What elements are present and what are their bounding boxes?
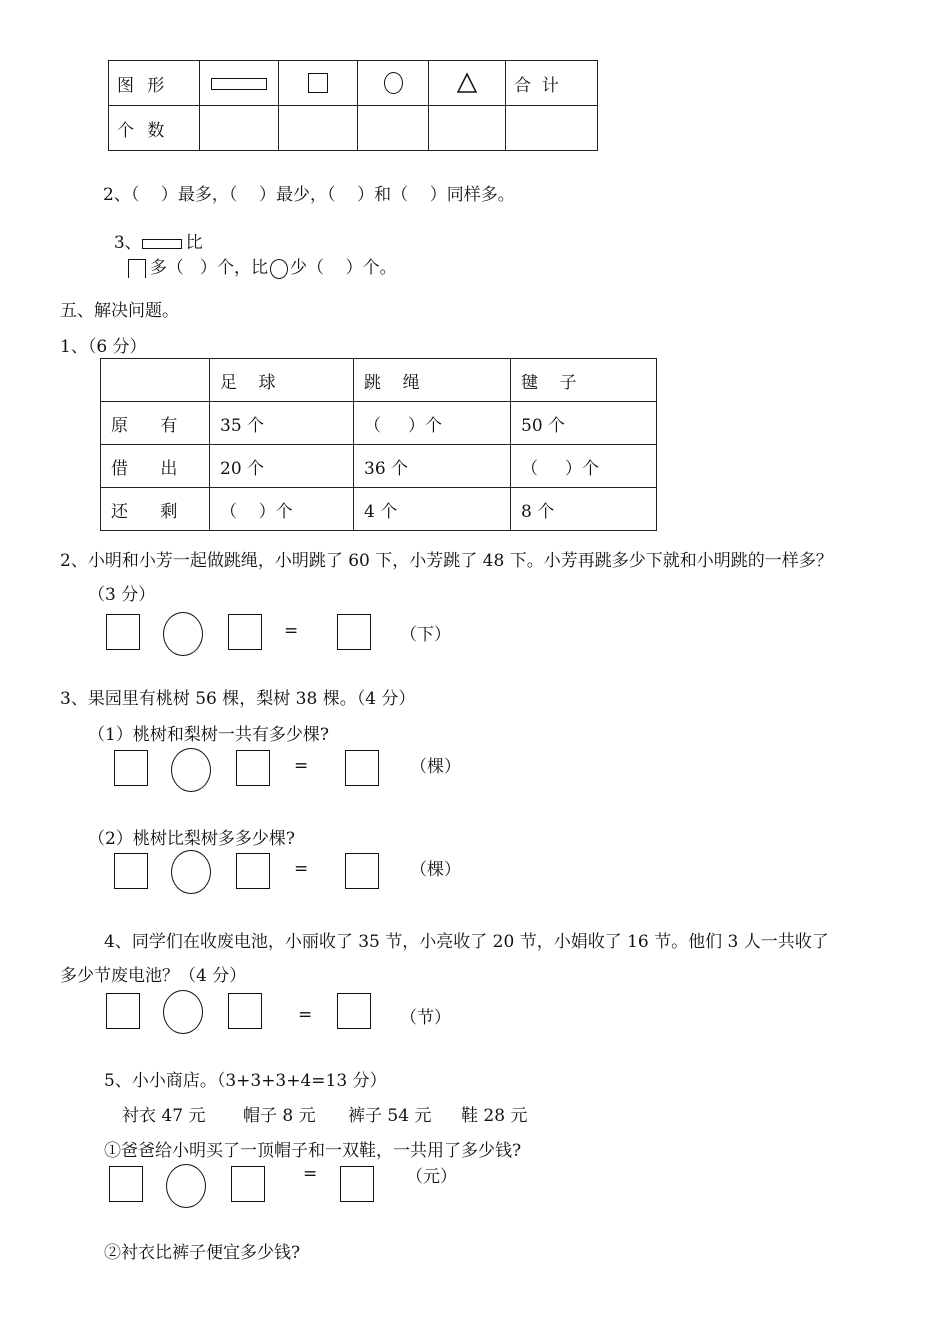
equals-sign: = xyxy=(284,621,299,641)
answer-box[interactable] xyxy=(114,853,148,889)
rectangle-icon xyxy=(142,239,182,249)
answer-box[interactable] xyxy=(106,614,140,650)
answer-box[interactable] xyxy=(236,750,270,786)
count-cell[interactable] xyxy=(506,106,598,151)
circle-icon-cell xyxy=(358,61,429,106)
row-label: 借 出 xyxy=(101,445,210,488)
count-row-label: 个 数 xyxy=(109,106,200,151)
equals-sign: = xyxy=(298,1005,313,1025)
rectangle-icon xyxy=(211,78,267,90)
circle-icon xyxy=(384,72,403,94)
table-row xyxy=(101,402,657,445)
table-cell[interactable]: （ ）个 xyxy=(210,488,354,531)
rectangle-icon-cell xyxy=(200,61,279,106)
total-label: 合 计 xyxy=(506,61,598,106)
table-cell: 8 个 xyxy=(511,488,657,531)
table-row xyxy=(101,445,657,488)
answer-box[interactable] xyxy=(231,1166,265,1202)
count-cell[interactable] xyxy=(279,106,358,151)
square-icon xyxy=(308,73,328,93)
table-row xyxy=(101,488,657,531)
answer-box[interactable] xyxy=(106,993,140,1029)
answer-box[interactable] xyxy=(228,993,262,1029)
equals-sign: = xyxy=(303,1164,318,1184)
problem-3-sub1: （1）桃树和梨树一共有多少棵? xyxy=(88,725,329,745)
problem-4-text: 4、同学们在收废电池，小丽收了 35 节，小亮收了 20 节，小娟收了 16 节。他们 3 人一共收了 xyxy=(104,932,829,952)
table-cell: 4 个 xyxy=(354,488,511,531)
answer-box[interactable] xyxy=(114,750,148,786)
shape-row-label: 图 形 xyxy=(109,61,200,106)
inventory-table xyxy=(100,358,657,531)
header-cell xyxy=(101,359,210,402)
problem-4-text-cont: 多少节废电池？（4 分） xyxy=(60,966,247,986)
triangle-icon xyxy=(456,72,478,94)
row-label: 原 有 xyxy=(101,402,210,445)
header-cell: 跳 绳 xyxy=(354,359,511,402)
section-title: 五、解决问题。 xyxy=(60,301,179,321)
circle-icon xyxy=(270,259,288,279)
header-cell: 毽 子 xyxy=(511,359,657,402)
equals-sign: = xyxy=(294,756,309,776)
equals-sign: = xyxy=(294,859,309,879)
problem-2-text: 2、小明和小芳一起做跳绳，小明跳了 60 下，小芳跳了 48 下。小芳再跳多少下就和小明跳的一样多？ xyxy=(60,551,833,571)
answer-box[interactable] xyxy=(337,614,371,650)
operator-circle[interactable] xyxy=(163,990,203,1034)
table-cell: 20 个 xyxy=(210,445,354,488)
problem-3-sub2: （2）桃树比梨树多多少棵? xyxy=(88,829,295,849)
answer-box[interactable] xyxy=(340,1166,374,1202)
table-cell: 36 个 xyxy=(354,445,511,488)
row-label: 还 剩 xyxy=(101,488,210,531)
price-item: 裤子 54 元 xyxy=(348,1106,432,1126)
count-cell[interactable] xyxy=(200,106,279,151)
problem-1-label: 1、（6 分） xyxy=(60,337,147,357)
count-cell[interactable] xyxy=(429,106,506,151)
price-item: 鞋 28 元 xyxy=(461,1106,528,1126)
problem-5-sub1: ①爸爸给小明买了一顶帽子和一双鞋，一共用了多少钱? xyxy=(104,1141,522,1161)
square-icon xyxy=(128,259,146,278)
answer-box[interactable] xyxy=(345,750,379,786)
answer-box[interactable] xyxy=(337,993,371,1029)
compare-label: 比 xyxy=(185,233,203,253)
problem-3-text: 3、果园里有桃树 56 棵，梨树 38 棵。（4 分） xyxy=(60,689,416,709)
table-cell[interactable]: （ ）个 xyxy=(511,445,657,488)
question-2: 2、（ ）最多，（ ）最少，（ ）和（ ）同样多。 xyxy=(103,185,515,205)
problem-2-score: （3 分） xyxy=(88,585,156,605)
unit-label: （下） xyxy=(400,625,451,645)
question-3 xyxy=(103,208,397,279)
table-cell[interactable]: （ ）个 xyxy=(354,402,511,445)
question-3-number: 3、 xyxy=(113,233,142,253)
table-row xyxy=(109,61,598,106)
table-row xyxy=(109,106,598,151)
operator-circle[interactable] xyxy=(171,748,211,792)
header-cell: 足 球 xyxy=(210,359,354,402)
answer-box[interactable] xyxy=(109,1166,143,1202)
triangle-icon-cell xyxy=(429,61,506,106)
less-text: 少（ ）个。 xyxy=(290,258,397,278)
answer-box[interactable] xyxy=(345,853,379,889)
operator-circle[interactable] xyxy=(166,1164,206,1208)
problem-5-sub2: ②衬衣比裤子便宜多少钱? xyxy=(104,1243,301,1263)
square-icon-cell xyxy=(279,61,358,106)
count-cell[interactable] xyxy=(358,106,429,151)
unit-label: （元） xyxy=(406,1167,457,1187)
answer-box[interactable] xyxy=(228,614,262,650)
price-item: 帽子 8 元 xyxy=(243,1106,316,1126)
operator-circle[interactable] xyxy=(171,850,211,894)
unit-label: （棵） xyxy=(410,757,461,777)
table-cell: 35 个 xyxy=(210,402,354,445)
table-row xyxy=(101,359,657,402)
shape-count-table xyxy=(108,60,598,151)
problem-5-title: 5、小小商店。（3+3+3+4=13 分） xyxy=(104,1071,387,1091)
unit-label: （节） xyxy=(400,1008,451,1028)
price-item: 衬衣 47 元 xyxy=(122,1106,206,1126)
unit-label: （棵） xyxy=(410,860,461,880)
operator-circle[interactable] xyxy=(163,612,203,656)
answer-box[interactable] xyxy=(236,853,270,889)
table-cell: 50 个 xyxy=(511,402,657,445)
more-text: 多（ ）个，比 xyxy=(149,258,269,278)
